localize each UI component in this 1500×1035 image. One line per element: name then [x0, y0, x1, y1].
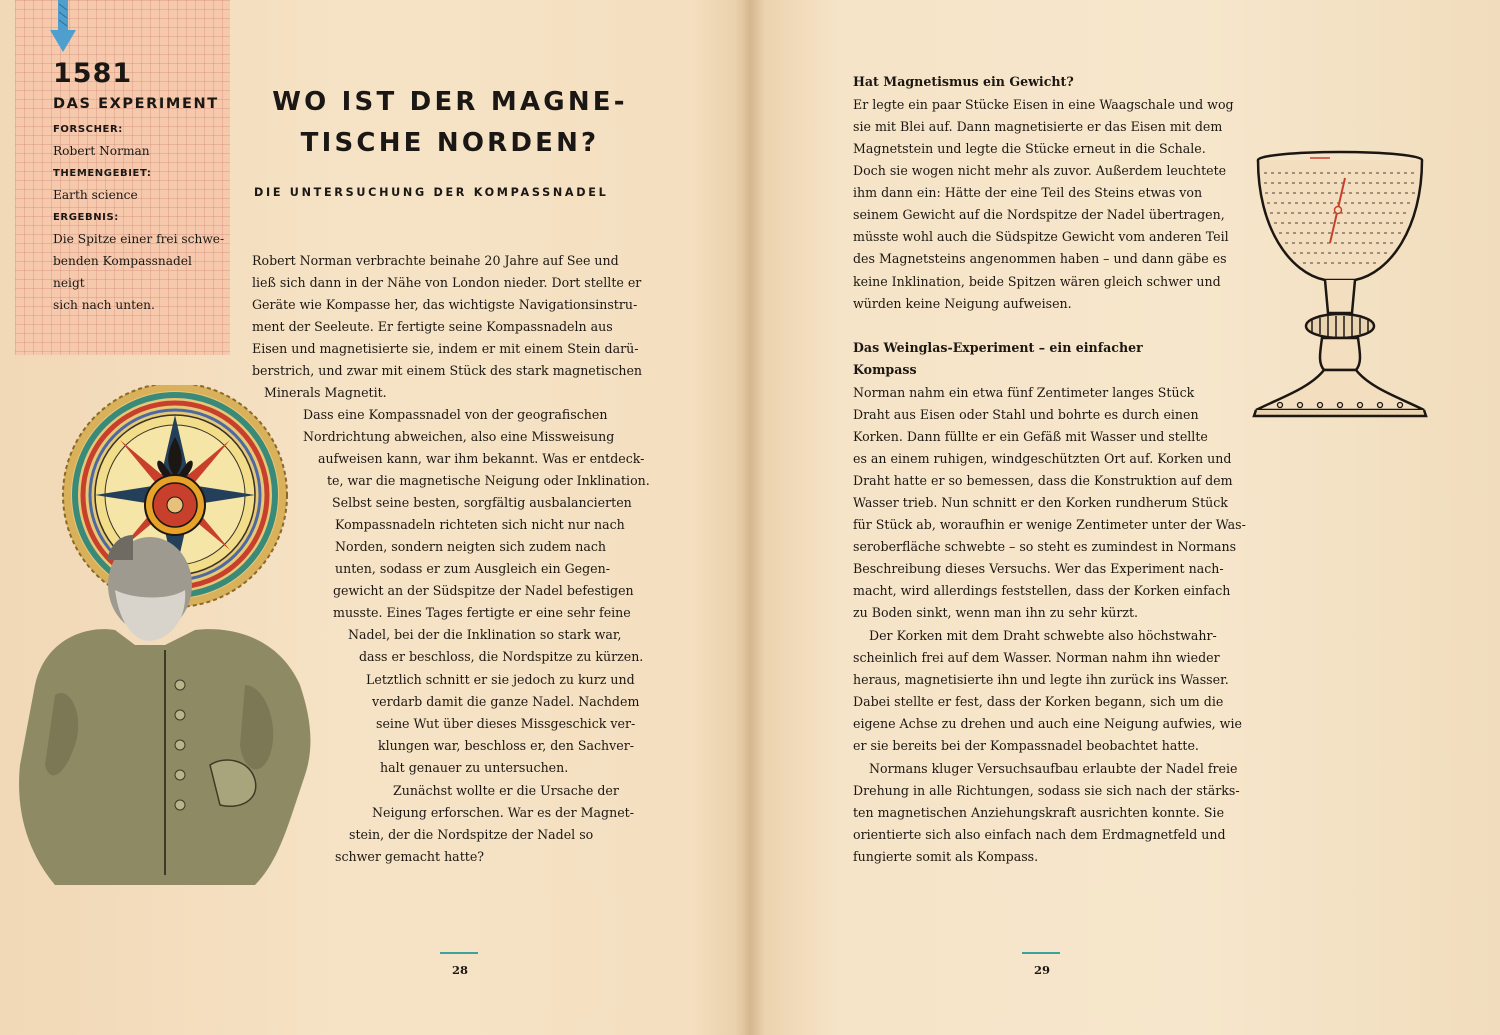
gutter-shadow	[735, 0, 765, 1035]
title-line: WO IST DER MAGNE-	[272, 87, 628, 117]
body-line: Draht aus Eisen oder Stahl und bohrte es durch einen	[853, 407, 1199, 422]
result-label: ERGEBNIS:	[53, 212, 119, 223]
section-heading: Hat Magnetismus ein Gewicht?	[853, 74, 1074, 89]
body-line: Der Korken mit dem Draht schwebte also höchstwahr-	[869, 628, 1217, 643]
body-line: eigene Achse zu drehen und auch eine Neigung aufwies, wie	[853, 716, 1242, 731]
body-line: Dabei stellte er fest, dass der Korken begann, sich um die	[853, 694, 1224, 709]
body-line: ment der Seeleute. Er fertigte seine Kompassnadeln aus	[252, 319, 613, 334]
body-line: schwer gemacht hatte?	[335, 849, 485, 864]
body-line: Minerals Magnetit.	[264, 385, 387, 400]
body-line: zu Boden sinkt, wenn man ihn zu sehr kürzt.	[853, 605, 1139, 620]
section-heading: Kompass	[853, 362, 917, 377]
page-number-left: 28	[452, 963, 469, 977]
result-line: sich nach unten.	[53, 298, 155, 312]
body-line: seine Wut über dieses Missgeschick ver-	[376, 716, 636, 731]
body-line: keine Inklination, beide Spitzen wären gleich schwer und	[853, 274, 1221, 289]
body-line: Er legte ein paar Stücke Eisen in eine Waagschale und wog	[853, 97, 1234, 112]
page-number-rule	[1022, 952, 1060, 954]
experiment-year: 1581	[53, 58, 133, 89]
section-heading: Das Weinglas-Experiment – ein einfacher	[853, 340, 1143, 355]
body-line: ten magnetischen Anziehungskraft ausrichten konnte. Sie	[853, 805, 1225, 820]
body-line: sie mit Blei auf. Dann magnetisierte er das Eisen mit dem	[853, 119, 1223, 134]
page-number-right: 29	[1034, 963, 1051, 977]
body-line: fungierte somit als Kompass.	[853, 849, 1039, 864]
result-line: benden Kompassnadel neigt	[53, 254, 192, 290]
body-line: müsste wohl auch die Südspitze Gewicht vom anderen Teil	[853, 229, 1229, 244]
page-title	[265, 82, 635, 164]
body-line: berstrich, und zwar mit einem Stück des stark magnetischen	[252, 363, 643, 378]
body-line: seinem Gewicht auf die Nordspitze der Nadel übertragen,	[853, 207, 1225, 222]
body-line: Nordrichtung abweichen, also eine Missweisung	[303, 429, 615, 444]
body-line: Drehung in alle Richtungen, sodass sie sich nach der stärks-	[853, 783, 1240, 798]
body-line: Kompassnadeln richteten sich nicht nur nach	[335, 517, 625, 532]
body-line: Neigung erforschen. War es der Magnet-	[372, 805, 634, 820]
body-line: stein, der die Nordspitze der Nadel so	[349, 827, 594, 842]
body-line: Wasser trieb. Nun schnitt er den Korken rundherum Stück	[853, 495, 1228, 510]
body-line: des Magnetsteins angenommen haben – und dann gäbe es	[853, 251, 1227, 266]
body-line: Beschreibung dieses Versuchs. Wer das Experiment nach-	[853, 561, 1224, 576]
page-subtitle: DIE UNTERSUCHUNG DER KOMPASSNADEL	[254, 186, 609, 199]
result-value	[53, 228, 225, 316]
result-line: Die Spitze einer frei schwe-	[53, 232, 225, 246]
researcher-value: Robert Norman	[53, 144, 150, 158]
field-value: Earth science	[53, 188, 138, 202]
wine-glass-icon	[1250, 148, 1430, 423]
body-line: er sie bereits bei der Kompassnadel beobachtet hatte.	[853, 738, 1199, 753]
page-number-rule	[440, 952, 478, 954]
body-line: te, war die magnetische Neigung oder Inklination.	[327, 473, 650, 488]
body-line: aufweisen kann, war ihm bekannt. Was er entdeck-	[318, 451, 645, 466]
body-line: Norden, sondern neigten sich zudem nach	[335, 539, 606, 554]
body-line: halt genauer zu untersuchen.	[380, 760, 569, 775]
body-line: klungen war, beschloss er, den Sachver-	[378, 738, 634, 753]
body-line: Dass eine Kompassnadel von der geografischen	[303, 407, 608, 422]
body-line: macht, wird allerdings feststellen, dass der Korken einfach	[853, 583, 1231, 598]
body-line: Normans kluger Versuchsaufbau erlaubte der Nadel freie	[869, 761, 1238, 776]
body-line: Norman nahm ein etwa fünf Zentimeter langes Stück	[853, 385, 1195, 400]
body-line: für Stück ab, woraufhin er wenige Zentimeter unter der Was-	[853, 517, 1246, 532]
body-line: musste. Eines Tages fertigte er eine sehr feine	[333, 605, 631, 620]
experiment-label: DAS EXPERIMENT	[53, 96, 219, 112]
body-line: seroberfläche schwebte – so steht es zumindest in Normans	[853, 539, 1237, 554]
body-line: Nadel, bei der die Inklination so stark war,	[348, 627, 622, 642]
compass-rose-icon	[15, 385, 330, 885]
body-line: ihm dann ein: Hätte der eine Teil des Steins etwas von	[853, 185, 1203, 200]
body-line: Letztlich schnitt er sie jedoch zu kurz und	[366, 672, 635, 687]
body-line: würden keine Neigung aufweisen.	[853, 296, 1072, 311]
title-line: TISCHE NORDEN?	[300, 128, 600, 158]
body-line: gewicht an der Südspitze der Nadel befestigen	[333, 583, 634, 598]
body-line: Zunächst wollte er die Ursache der	[393, 783, 619, 798]
body-line: Robert Norman verbrachte beinahe 20 Jahre auf See und	[252, 253, 619, 268]
body-line: scheinlich frei auf dem Wasser. Norman nahm ihn wieder	[853, 650, 1220, 665]
body-line: es an einem ruhigen, windgeschützten Ort auf. Korken und	[853, 451, 1232, 466]
body-line: Korken. Dann füllte er ein Gefäß mit Wasser und stellte	[853, 429, 1208, 444]
body-line: Draht hatte er so bemessen, dass die Konstruktion auf dem	[853, 473, 1233, 488]
body-line: ließ sich dann in der Nähe von London nieder. Dort stellte er	[252, 275, 642, 290]
body-line: heraus, magnetisierte ihn und legte ihn zurück ins Wasser.	[853, 672, 1229, 687]
field-label: THEMENGEBIET:	[53, 168, 152, 179]
body-line: Geräte wie Kompasse her, das wichtigste Navigationsinstru-	[252, 297, 638, 312]
body-line: dass er beschloss, die Nordspitze zu kürzen.	[359, 649, 644, 664]
body-line: Selbst seine besten, sorgfältig ausbalancierten	[332, 495, 632, 510]
body-line: Eisen und magnetisierte sie, indem er mit einem Stein darü-	[252, 341, 639, 356]
body-line: Magnetstein und legte die Stücke erneut in die Schale.	[853, 141, 1206, 156]
down-arrow-icon	[50, 0, 76, 54]
body-line: orientierte sich also einfach nach dem Erdmagnetfeld und	[853, 827, 1226, 842]
body-line: Doch sie wogen nicht mehr als zuvor. Außerdem leuchtete	[853, 163, 1227, 178]
body-line: unten, sodass er zum Ausgleich ein Gegen-	[335, 561, 610, 576]
researcher-label: FORSCHER:	[53, 124, 123, 135]
body-line: verdarb damit die ganze Nadel. Nachdem	[372, 694, 640, 709]
